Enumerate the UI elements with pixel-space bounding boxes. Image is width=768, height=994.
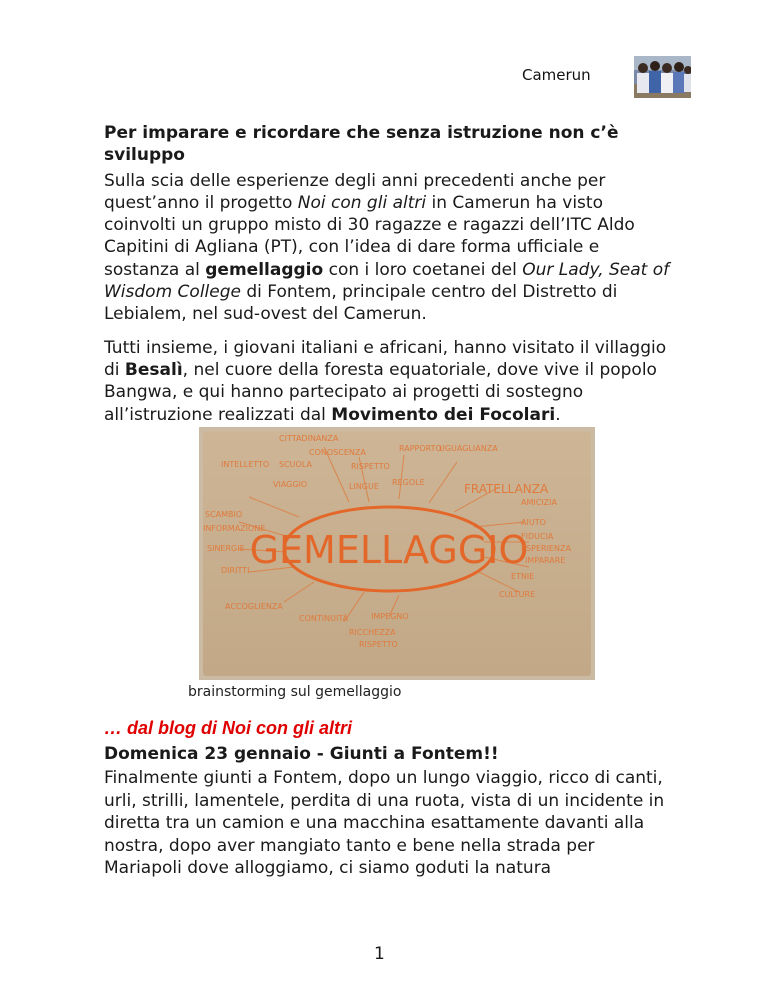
poster-word: FIDUCIA bbox=[521, 532, 554, 541]
blog-paragraph: Finalmente giunti a Fontem, dopo un lungo viaggio, ricco di canti, urli, strilli, lamentele, perdita di una ruota, vista di un incidente in diretta tra un camion e una macchina esattamente davanti alla nostra, dopo aver mangiato tanto e bene nella strada per Mariapoli dove alloggiamo, ci siamo goduti la natura bbox=[104, 768, 665, 879]
poster-word: SINERGIE bbox=[207, 544, 245, 553]
poster-word: CONTINUITÀ bbox=[299, 614, 349, 623]
poster-word: ETNIE bbox=[511, 572, 535, 581]
poster-word: SCAMBIO bbox=[205, 510, 243, 519]
poster-word: CULTURE bbox=[499, 590, 536, 599]
poster-word: CITTADINANZA bbox=[279, 434, 339, 443]
poster-word: IMPARARE bbox=[525, 556, 566, 565]
poster-word: DIRITTI bbox=[221, 566, 250, 575]
poster-word: REGOLE bbox=[392, 478, 425, 487]
blog-title: … dal blog di Noi con gli altri bbox=[104, 718, 353, 738]
poster-word: IMPEGNO bbox=[371, 612, 409, 621]
header-label: Camerun bbox=[522, 66, 591, 84]
students-photo bbox=[634, 56, 691, 98]
blog-body bbox=[104, 743, 670, 879]
poster-word: LINGUE bbox=[349, 482, 379, 491]
poster-word: RISPETTO bbox=[359, 640, 398, 649]
poster-word: ESPERIENZA bbox=[521, 544, 571, 553]
poster-word: ACCOGLIENZA bbox=[225, 602, 283, 611]
poster-word: RICCHEZZA bbox=[349, 628, 396, 637]
poster-word: INTELLETTO bbox=[221, 460, 270, 469]
poster-word: RISPETTO bbox=[351, 462, 390, 471]
poster-word: CONOSCENZA bbox=[309, 448, 366, 457]
article-paragraph-1: Sulla scia delle esperienze degli anni precedenti anche per quest’anno il progetto Noi con gli altri in Camerun ha visto coinvolti un gruppo misto di 30 ragazze e ragazzi dell’ITC Aldo Capitini di Agliana (PT), con l’idea di dare forma ufficiale e sostanza al gemellaggio con i loro coetanei del Our Lady, Seat of Wisdom College di Fontem, principale centro del Distretto di Lebialem, nel sud-ovest del Camerun. bbox=[104, 170, 670, 325]
poster-center-word: GEMELLAGGIO bbox=[249, 528, 529, 572]
poster-word: INFORMAZIONE bbox=[203, 524, 266, 533]
article-paragraph-2: Tutti insieme, i giovani italiani e africani, hanno visitato il villaggio di Besalì, nel cuore della foresta equatoriale, dove vive il popolo Bangwa, e qui hanno partecipato ai progetti di sostegno all’istruzione realizzati dal Movimento dei Focolari. bbox=[104, 337, 667, 425]
figure-caption: brainstorming sul gemellaggio bbox=[188, 684, 402, 700]
poster-word: SCUOLA bbox=[279, 460, 312, 469]
blog-subtitle: Domenica 23 gennaio - Giunti a Fontem!! bbox=[104, 744, 499, 764]
page-number: 1 bbox=[374, 944, 385, 964]
article-body bbox=[104, 122, 670, 426]
poster-word: RAPPORTO bbox=[399, 444, 442, 453]
poster-word: FRATELLANZA bbox=[464, 482, 549, 496]
poster-word: AMICIZIA bbox=[521, 498, 557, 507]
brainstorming-poster-photo bbox=[199, 427, 595, 680]
poster-word: VIAGGIO bbox=[273, 480, 308, 489]
poster-word: AIUTO bbox=[521, 518, 546, 527]
poster-word: UGUAGLIANZA bbox=[439, 444, 498, 453]
article-heading: Per imparare e ricordare che senza istruzione non c’è sviluppo bbox=[104, 123, 619, 166]
